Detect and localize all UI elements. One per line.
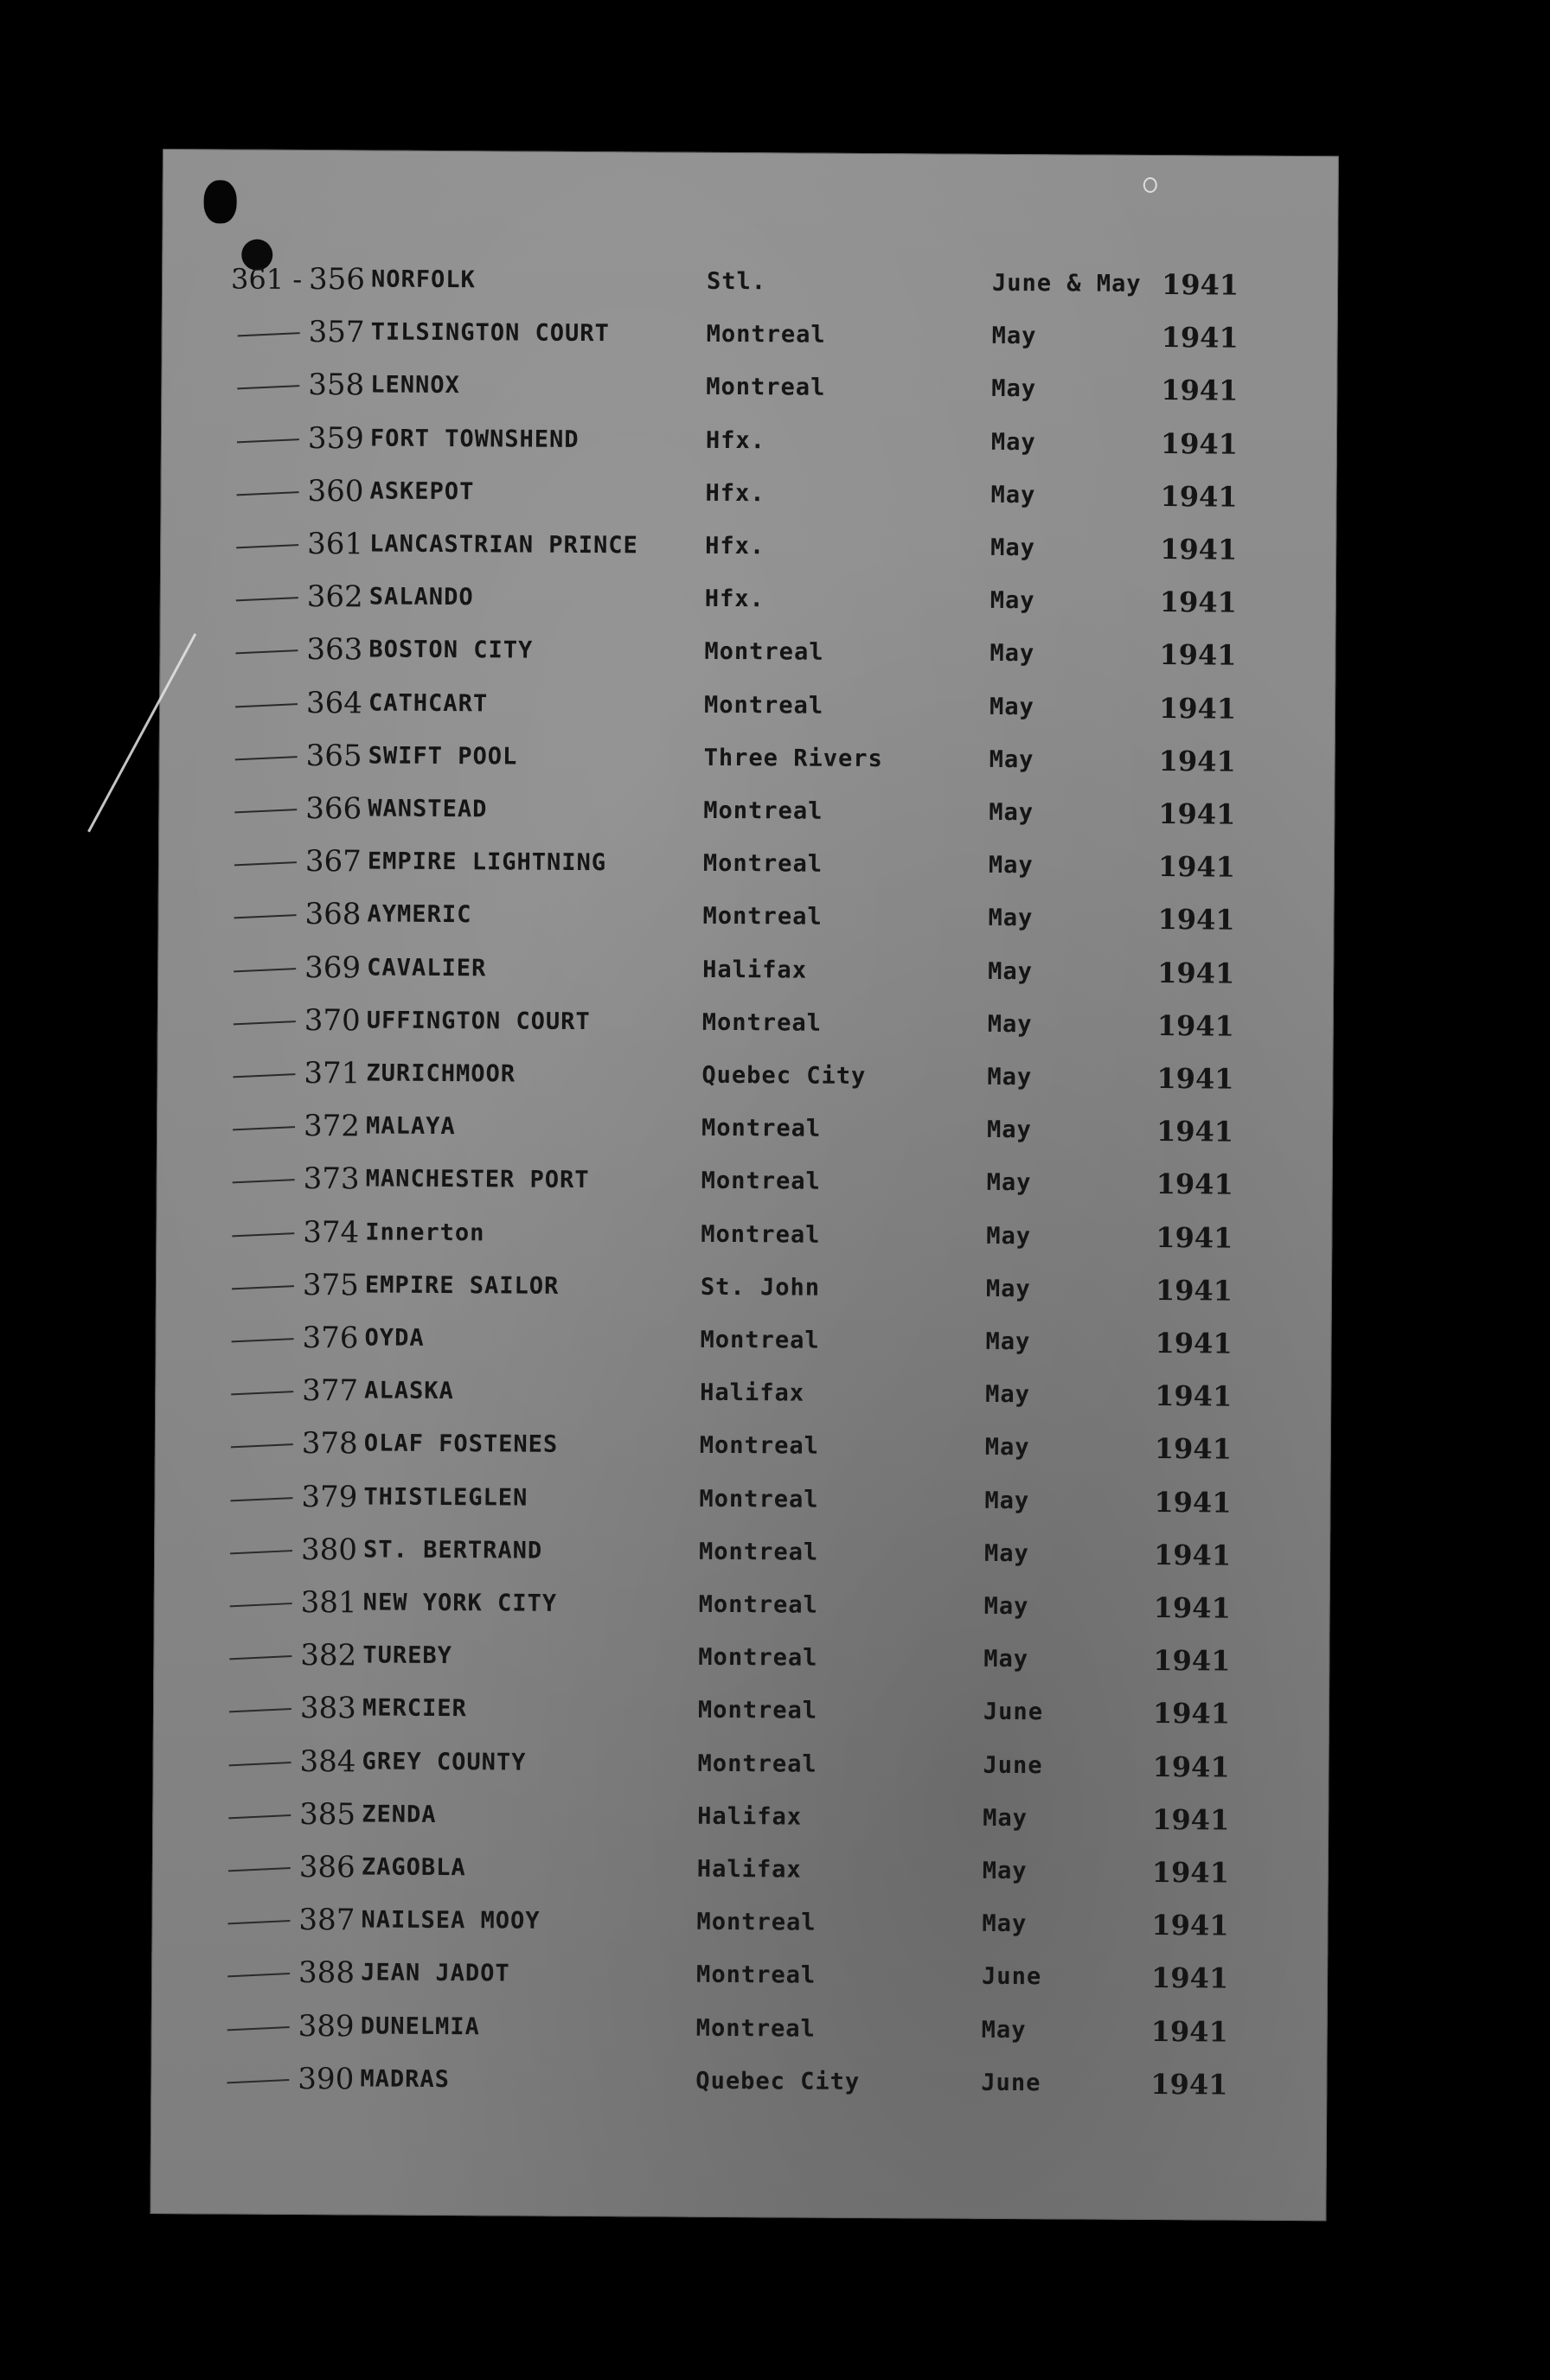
- year-text: 1941: [1151, 1909, 1229, 1942]
- ship-name: EMPIRE LIGHTNING: [367, 848, 607, 877]
- port-name: Montreal: [698, 1644, 818, 1672]
- ship-name: ZURICHMOOR: [366, 1059, 516, 1088]
- list-item: [158, 836, 1335, 892]
- year-text: 1941: [1158, 691, 1237, 726]
- ship-name: TILSINGTON COURT: [370, 318, 610, 348]
- ship-name: CAVALIER: [367, 954, 487, 982]
- ship-name: THISTLEGLEN: [363, 1483, 528, 1512]
- list-item: [159, 731, 1335, 786]
- ship-name: UFFINGTON COURT: [366, 1007, 591, 1035]
- year-text: 1941: [1154, 1485, 1232, 1519]
- port-name: Montreal: [698, 1590, 818, 1619]
- list-item: [161, 413, 1337, 469]
- check-mark: [230, 1550, 292, 1554]
- month-text: May: [982, 1857, 1028, 1885]
- entry-number: 386: [298, 1850, 355, 1885]
- month-text: May: [987, 1063, 1033, 1091]
- year-text: 1941: [1157, 956, 1235, 990]
- list-item: [155, 1366, 1331, 1421]
- year-text: 1941: [1160, 426, 1239, 461]
- entry-number: 362: [306, 579, 363, 615]
- check-mark: [229, 1708, 291, 1712]
- list-item: [160, 519, 1336, 574]
- month-text: May: [985, 1328, 1031, 1356]
- month-text: May: [991, 323, 1037, 350]
- check-mark: [227, 1973, 290, 1977]
- month-text: May: [982, 1910, 1028, 1938]
- ship-name: LANCASTRIAN PRINCE: [369, 530, 638, 560]
- port-name: Montreal: [699, 1538, 819, 1566]
- entry-number: 358: [308, 368, 365, 403]
- entry-number: 359: [307, 420, 364, 457]
- list-item: [158, 784, 1335, 839]
- port-name: Halifax: [702, 956, 808, 984]
- port-name: Montreal: [701, 1220, 821, 1249]
- list-item: [157, 1154, 1333, 1209]
- list-item: [154, 1472, 1330, 1527]
- port-name: Montreal: [706, 374, 826, 402]
- list-item: [160, 466, 1336, 521]
- check-mark: [235, 649, 298, 654]
- ship-name: MADRAS: [360, 2065, 451, 2093]
- list-item: [154, 1577, 1330, 1633]
- entry-number: 357: [308, 315, 365, 350]
- year-text: 1941: [1157, 850, 1236, 884]
- entry-number: 373: [303, 1161, 360, 1197]
- year-text: 1941: [1160, 533, 1238, 566]
- list-item: [153, 1630, 1329, 1686]
- port-name: Montreal: [706, 321, 826, 349]
- ship-name: ASKEPOT: [369, 477, 475, 506]
- check-mark: [237, 385, 299, 389]
- month-text: May: [989, 745, 1034, 773]
- entry-number: 361: [307, 527, 364, 562]
- port-name: Montreal: [702, 903, 823, 931]
- month-text: May: [990, 428, 1036, 456]
- port-name: Montreal: [697, 1750, 817, 1778]
- year-text: 1941: [1154, 1432, 1233, 1466]
- month-text: May: [985, 1275, 1031, 1302]
- list-item: [157, 943, 1334, 998]
- entry-number: 363: [306, 632, 363, 668]
- entry-number: 384: [299, 1743, 356, 1779]
- year-text: 1941: [1155, 1273, 1233, 1308]
- port-name: Montreal: [695, 2014, 816, 2043]
- ship-name: AYMERIC: [367, 900, 472, 929]
- entry-number: 379: [301, 1479, 358, 1514]
- port-name: Hfx.: [705, 426, 766, 454]
- check-mark: [233, 1073, 295, 1078]
- month-text: May: [991, 375, 1037, 403]
- ship-name: ALASKA: [364, 1377, 454, 1405]
- list-item: [154, 1525, 1330, 1580]
- check-mark: [236, 544, 298, 548]
- list-item: [151, 2001, 1328, 2057]
- month-text: June: [982, 1963, 1042, 1991]
- year-text: 1941: [1159, 638, 1237, 672]
- year-text: 1941: [1156, 1062, 1234, 1096]
- month-text: May: [984, 1539, 1029, 1567]
- list-item: [162, 254, 1338, 310]
- ship-name: DUNELMIA: [360, 2012, 480, 2040]
- list-item: [157, 1101, 1333, 1156]
- port-name: Halifax: [700, 1379, 805, 1407]
- month-text: May: [990, 640, 1035, 668]
- ship-list: [162, 254, 1338, 2102]
- check-mark: [236, 597, 298, 601]
- port-name: Montreal: [696, 1908, 817, 1936]
- entry-number: 377: [302, 1373, 359, 1409]
- ship-name: BOSTON CITY: [368, 636, 534, 665]
- entry-number: 378: [301, 1426, 358, 1462]
- year-text: 1941: [1152, 1697, 1231, 1731]
- port-name: St. John: [700, 1273, 821, 1302]
- ship-name: WANSTEAD: [368, 795, 488, 823]
- ship-name: OYDA: [364, 1324, 425, 1352]
- month-text: June: [983, 1699, 1044, 1726]
- month-text: May: [984, 1487, 1030, 1514]
- speck-mark: [1143, 177, 1157, 193]
- ship-name: EMPIRE SAILOR: [364, 1271, 560, 1300]
- year-text: 1941: [1153, 1538, 1232, 1572]
- list-item: [151, 1895, 1328, 1950]
- month-text: May: [988, 852, 1034, 880]
- year-text: 1941: [1150, 2014, 1228, 2049]
- year-text: 1941: [1151, 1856, 1230, 1890]
- check-mark: [233, 1126, 295, 1130]
- ship-name: MANCHESTER PORT: [365, 1165, 590, 1194]
- port-name: Montreal: [702, 850, 823, 878]
- entry-number: 375: [302, 1267, 360, 1303]
- year-text: 1941: [1161, 321, 1239, 355]
- port-name: Montreal: [696, 1961, 817, 1990]
- port-name: Quebec City: [695, 2067, 861, 2095]
- entry-number: 387: [298, 1903, 355, 1938]
- entry-number: 360: [307, 473, 364, 509]
- list-item: [157, 889, 1334, 944]
- list-item: [156, 1207, 1332, 1263]
- check-mark: [233, 1179, 295, 1183]
- entry-number: 383: [299, 1691, 357, 1726]
- check-mark: [230, 1603, 292, 1607]
- port-name: Hfx.: [704, 585, 765, 613]
- month-text: May: [986, 1116, 1032, 1144]
- handwritten-prefix: 361 -: [230, 262, 303, 296]
- entry-number: 367: [304, 844, 362, 880]
- port-name: Montreal: [697, 1697, 818, 1725]
- port-name: Montreal: [703, 797, 823, 825]
- port-name: Montreal: [701, 1008, 822, 1037]
- entry-number: 369: [304, 950, 362, 986]
- port-name: Hfx.: [705, 479, 765, 508]
- list-item: [151, 1948, 1328, 2003]
- punch-hole: [203, 180, 236, 223]
- month-text: June: [981, 2069, 1041, 2097]
- check-mark: [235, 756, 298, 760]
- year-text: 1941: [1161, 374, 1239, 407]
- check-mark: [228, 1867, 291, 1871]
- year-text: 1941: [1152, 1750, 1230, 1784]
- ship-name: MALAYA: [366, 1112, 456, 1141]
- port-name: Montreal: [699, 1485, 819, 1513]
- entry-number: 374: [303, 1214, 360, 1251]
- month-text: May: [986, 1169, 1032, 1197]
- list-item: [155, 1313, 1331, 1368]
- check-mark: [238, 332, 300, 336]
- ship-name: MERCIER: [362, 1694, 467, 1723]
- entry-number: 371: [304, 1056, 361, 1091]
- ship-name: SWIFT POOL: [368, 742, 518, 771]
- entry-number: 388: [298, 1955, 355, 1991]
- month-text: May: [990, 481, 1036, 509]
- month-text: May: [989, 798, 1034, 827]
- port-name: Montreal: [701, 1168, 821, 1196]
- ship-name: Innerton: [365, 1219, 485, 1246]
- year-text: 1941: [1156, 1220, 1233, 1255]
- entry-number: 380: [300, 1532, 358, 1568]
- ship-name: OLAF FOSTENES: [363, 1430, 559, 1459]
- month-text: May: [988, 905, 1034, 932]
- check-mark: [231, 1443, 293, 1448]
- year-text: 1941: [1155, 1379, 1233, 1413]
- year-text: 1941: [1153, 1644, 1231, 1678]
- list-item: [152, 1737, 1329, 1792]
- month-text: May: [986, 1222, 1032, 1250]
- month-text: May: [988, 957, 1034, 985]
- check-mark: [231, 1391, 293, 1395]
- check-mark: [237, 438, 299, 443]
- check-mark: [234, 968, 296, 972]
- year-text: 1941: [1156, 1168, 1233, 1201]
- year-text: 1941: [1150, 1961, 1229, 1995]
- check-mark: [227, 2079, 289, 2083]
- year-text: 1941: [1156, 1008, 1235, 1043]
- check-mark: [229, 1655, 291, 1660]
- month-text: May: [983, 1592, 1029, 1621]
- entry-number: 382: [300, 1638, 357, 1673]
- ship-name: NORFOLK: [370, 266, 476, 294]
- ship-name: ZAGOBLA: [361, 1853, 466, 1882]
- entry-number: 381: [300, 1585, 357, 1621]
- ship-name: ST. BERTRAND: [363, 1536, 543, 1564]
- list-item: [152, 1842, 1329, 1897]
- check-mark: [234, 809, 297, 813]
- list-item: [153, 1683, 1329, 1738]
- list-item: [159, 624, 1335, 680]
- check-mark: [234, 914, 297, 918]
- ship-name: ZENDA: [362, 1801, 437, 1828]
- port-name: Montreal: [703, 691, 824, 720]
- ship-name: CATHCART: [368, 689, 489, 717]
- year-text: 1941: [1152, 1802, 1230, 1837]
- port-name: Montreal: [701, 1115, 822, 1142]
- month-text: May: [987, 1010, 1033, 1038]
- port-name: Montreal: [704, 638, 824, 667]
- check-mark: [234, 861, 297, 866]
- check-mark: [235, 703, 298, 707]
- port-name: Quebec City: [701, 1061, 867, 1090]
- ship-name: LENNOX: [370, 371, 460, 400]
- year-text: 1941: [1157, 903, 1235, 937]
- ship-name: NEW YORK CITY: [362, 1589, 558, 1617]
- list-item: [160, 572, 1336, 627]
- list-item: [162, 307, 1338, 362]
- entry-number: 356: [308, 262, 366, 298]
- month-text: June: [983, 1751, 1043, 1779]
- month-text: May: [985, 1381, 1031, 1409]
- year-text: 1941: [1158, 744, 1236, 778]
- check-mark: [232, 1232, 294, 1237]
- month-text: May: [981, 2016, 1027, 2044]
- ship-name: FORT TOWNSHEND: [369, 425, 580, 453]
- ship-name: GREY COUNTY: [362, 1748, 527, 1776]
- entry-number: 365: [305, 738, 362, 774]
- port-name: Montreal: [700, 1326, 820, 1354]
- entry-number: 368: [304, 897, 362, 932]
- check-mark: [227, 1920, 290, 1924]
- entry-number: 390: [298, 2061, 355, 2097]
- check-mark: [227, 2026, 290, 2031]
- list-item: [159, 678, 1335, 733]
- check-mark: [230, 1497, 292, 1501]
- year-text: 1941: [1160, 479, 1238, 514]
- year-text: 1941: [1158, 797, 1236, 831]
- year-text: 1941: [1161, 268, 1239, 302]
- port-name: Montreal: [699, 1432, 819, 1461]
- year-text: 1941: [1156, 1115, 1234, 1148]
- entry-number: 366: [305, 791, 362, 827]
- list-item: [157, 1048, 1333, 1104]
- document-page: [150, 149, 1339, 2221]
- entry-number: 389: [298, 2008, 355, 2044]
- port-name: Hfx.: [705, 532, 765, 560]
- entry-number: 385: [299, 1796, 356, 1833]
- year-text: 1941: [1150, 2067, 1228, 2102]
- port-name: Halifax: [696, 1855, 802, 1884]
- ship-name: JEAN JADOT: [361, 1959, 510, 1987]
- entry-number: 372: [303, 1109, 361, 1144]
- month-text: May: [990, 587, 1035, 615]
- ship-name: NAILSEA MOOY: [361, 1906, 541, 1935]
- list-item: [161, 360, 1337, 415]
- check-mark: [234, 1020, 296, 1025]
- ship-name: SALANDO: [368, 583, 474, 611]
- month-text: May: [989, 693, 1034, 720]
- entry-number: 370: [304, 1002, 361, 1039]
- year-text: 1941: [1159, 585, 1237, 619]
- month-text: May: [984, 1434, 1030, 1462]
- month-text: May: [983, 1646, 1029, 1673]
- port-name: Three Rivers: [703, 744, 883, 772]
- month-text: May: [983, 1804, 1028, 1832]
- check-mark: [237, 491, 299, 496]
- ship-name: TUREBY: [362, 1641, 453, 1670]
- entry-number: 376: [302, 1321, 359, 1356]
- port-name: Stl.: [706, 267, 767, 296]
- check-mark: [228, 1814, 291, 1819]
- check-mark: [229, 1762, 291, 1766]
- list-item: [156, 1260, 1332, 1315]
- list-item: [152, 1789, 1329, 1845]
- year-text: 1941: [1153, 1591, 1231, 1625]
- check-mark: [232, 1338, 294, 1342]
- check-mark: [232, 1285, 294, 1289]
- month-text: June & May: [991, 269, 1142, 298]
- month-text: May: [990, 534, 1036, 562]
- port-name: Halifax: [697, 1802, 803, 1831]
- year-text: 1941: [1155, 1327, 1233, 1360]
- list-item: [151, 2054, 1327, 2109]
- entry-number: 364: [305, 685, 363, 721]
- list-item: [155, 1418, 1331, 1474]
- list-item: [157, 995, 1334, 1051]
